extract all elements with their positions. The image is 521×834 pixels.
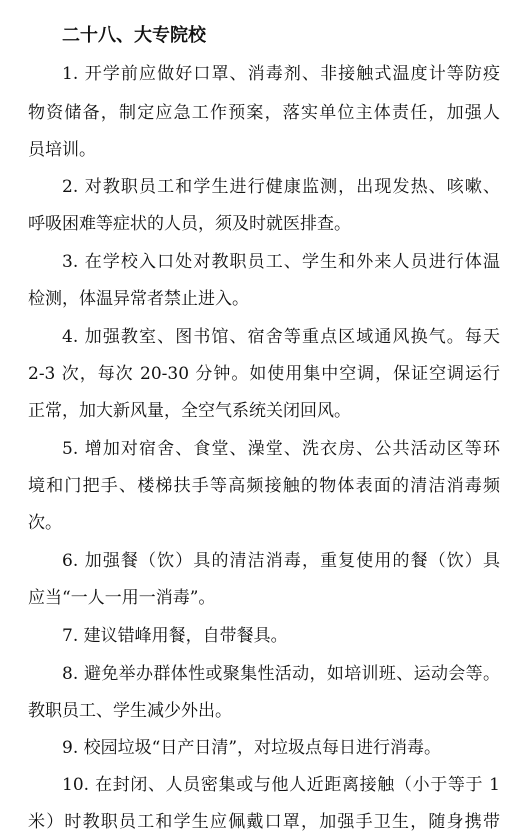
item-5-line-1: 5. 增加对宿舍、食堂、澡堂、洗衣房、公共活动区等环: [62, 439, 500, 459]
item-1-line-1: 1. 开学前应做好口罩、消毒剂、非接触式温度计等防疫: [62, 64, 500, 84]
item-10-line-1: 10. 在封闭、人员密集或与他人近距离接触（小于等于 1: [62, 775, 500, 795]
item-10-line-2: 米）时教职员工和学生应佩戴口罩，加强手卫生，随身携带: [28, 812, 500, 832]
item-4-line-3: 正常，加大新风量，全空气系统关闭回风。: [28, 401, 351, 421]
item-1-line-2: 物资储备，制定应急工作预案，落实单位主体责任，加强人: [28, 103, 500, 123]
item-5-line-3: 次。: [28, 513, 62, 533]
item-4-line-1: 4. 加强教室、图书馆、宿舍等重点区域通风换气。每天: [62, 327, 500, 347]
item-4-line-2: 2-3 次，每次 20-30 分钟。如使用集中空调，保证空调运行: [28, 364, 500, 384]
item-9-line-1: 9. 校园垃圾“日产日清”，对垃圾点每日进行消毒。: [62, 738, 442, 758]
item-8-line-2: 教职员工、学生减少外出。: [28, 701, 232, 721]
item-5-line-2: 境和门把手、楼梯扶手等高频接触的物体表面的清洁消毒频: [28, 476, 500, 496]
item-7-line-1: 7. 建议错峰用餐，自带餐具。: [62, 626, 288, 646]
item-2-line-1: 2. 对教职员工和学生进行健康监测，出现发热、咳嗽、: [62, 177, 500, 197]
item-2-line-2: 呼吸困难等症状的人员，须及时就医排查。: [28, 214, 351, 234]
item-6-line-1: 6. 加强餐（饮）具的清洁消毒，重复使用的餐（饮）具: [62, 551, 500, 571]
item-3-line-1: 3. 在学校入口处对教职员工、学生和外来人员进行体温: [62, 252, 500, 272]
item-8-line-1: 8. 避免举办群体性或聚集性活动，如培训班、运动会等。: [62, 664, 500, 684]
item-6-line-2: 应当“一人一用一消毒”。: [28, 588, 216, 608]
item-3-line-2: 检测，体温异常者禁止进入。: [28, 289, 249, 309]
section-heading: 二十八、大专院校: [62, 25, 206, 46]
item-1-line-3: 员培训。: [28, 140, 96, 160]
